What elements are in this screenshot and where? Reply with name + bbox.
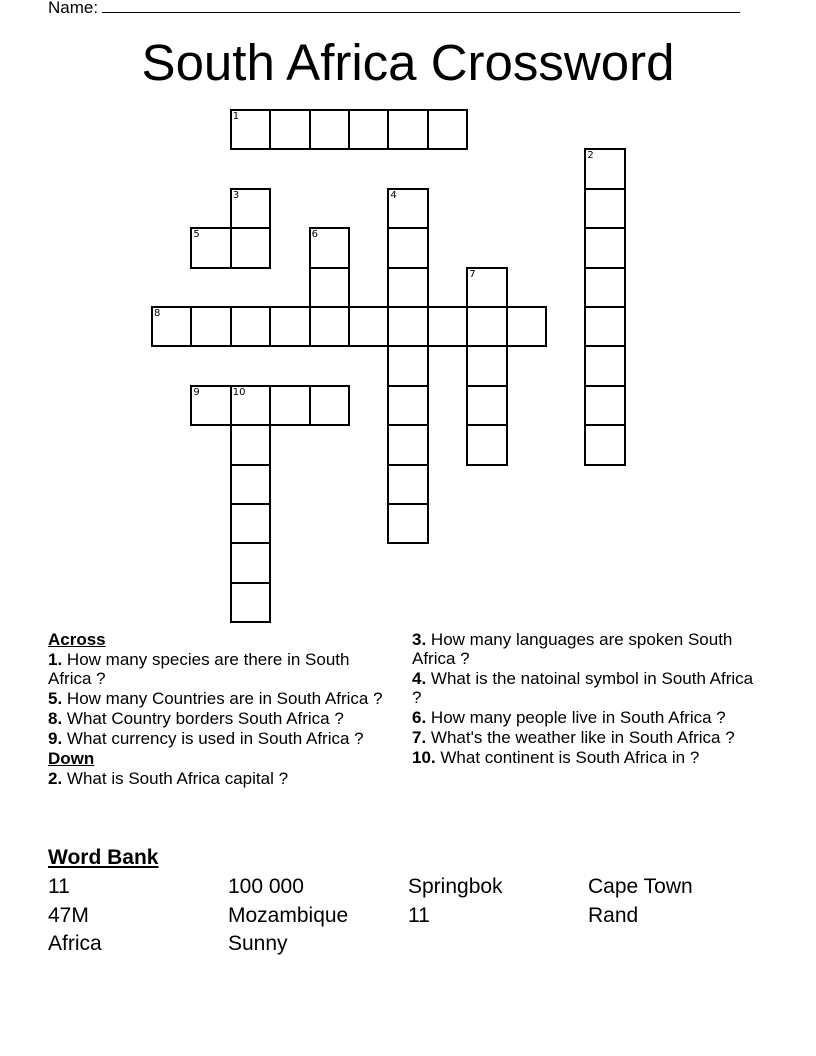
crossword-cell[interactable]	[230, 306, 271, 347]
crossword-cell[interactable]	[466, 424, 507, 465]
clue-down-3: 3. How many languages are spoken South Africa ?	[412, 630, 733, 668]
clue-down-6: 6. How many people live in South Africa ?	[412, 708, 726, 727]
crossword-cell[interactable]	[387, 503, 428, 544]
word-bank-title: Word Bank	[48, 846, 159, 869]
crossword-cell[interactable]	[269, 306, 310, 347]
crossword-cell[interactable]	[230, 542, 271, 583]
down-heading: Down	[48, 749, 95, 768]
clue-number: 5	[193, 229, 200, 241]
clue-number: 9	[193, 386, 200, 398]
word-bank-item: 47M	[48, 903, 89, 927]
word-bank-item: Rand	[588, 903, 639, 927]
clue-down-7: 7. What's the weather like in South Africa ?	[412, 728, 735, 747]
crossword-cell[interactable]	[584, 424, 625, 465]
crossword-cell[interactable]	[584, 385, 625, 426]
crossword-cell[interactable]	[387, 188, 428, 229]
crossword-cell[interactable]	[309, 109, 350, 150]
name-label: Name:	[48, 0, 99, 17]
crossword-cell[interactable]	[387, 385, 428, 426]
crossword-cell[interactable]	[387, 306, 428, 347]
crossword-cell[interactable]	[427, 109, 468, 150]
crossword-cell[interactable]	[309, 267, 350, 308]
clue-across-5: 5. How many Countries are in South Africa ?	[48, 689, 383, 708]
crossword-cell[interactable]	[466, 385, 507, 426]
crossword-cell[interactable]	[309, 385, 350, 426]
word-bank-item: 11	[48, 875, 70, 898]
clue-across-8: 8. What Country borders South Africa ?	[48, 709, 344, 728]
crossword-cell[interactable]	[190, 227, 231, 268]
clues-left-column	[48, 630, 388, 789]
crossword-cell[interactable]	[190, 306, 231, 347]
crossword-cell[interactable]	[387, 464, 428, 505]
across-heading: Across	[48, 630, 106, 649]
word-bank-item: Mozambique	[228, 903, 349, 927]
crossword-cell[interactable]	[348, 306, 389, 347]
crossword-cell[interactable]	[151, 306, 192, 347]
crossword-cell[interactable]	[230, 109, 271, 150]
crossword-cell[interactable]	[387, 345, 428, 386]
clues-right-column	[412, 630, 757, 768]
crossword-cell[interactable]	[309, 306, 350, 347]
crossword-cell[interactable]	[584, 148, 625, 189]
crossword-cell[interactable]	[584, 345, 625, 386]
crossword-cell[interactable]	[230, 582, 271, 623]
crossword-cell[interactable]	[584, 188, 625, 229]
clue-number: 6	[311, 229, 318, 241]
crossword-cell[interactable]	[269, 385, 310, 426]
crossword-cell[interactable]	[230, 503, 271, 544]
crossword-cell[interactable]	[190, 385, 231, 426]
crossword-cell[interactable]	[230, 424, 271, 465]
word-bank-item: Africa	[48, 932, 102, 955]
crossword-cell[interactable]	[269, 109, 310, 150]
crossword-cell[interactable]	[427, 306, 468, 347]
crossword-cell[interactable]	[466, 306, 507, 347]
word-bank-item: 11	[408, 903, 430, 927]
crossword-cell[interactable]	[466, 345, 507, 386]
clue-number: 1	[232, 111, 240, 122]
clue-number: 8	[154, 308, 161, 319]
word-bank-item: Springbok	[408, 875, 503, 898]
crossword-cell[interactable]	[584, 227, 625, 268]
crossword-cell[interactable]	[230, 385, 271, 426]
crossword-cell[interactable]	[506, 306, 547, 347]
crossword-cell[interactable]	[387, 227, 428, 268]
crossword-cell[interactable]	[309, 227, 350, 268]
word-bank-item: 100 000	[228, 875, 304, 898]
clue-down-10: 10. What continent is South Africa in ?	[412, 748, 700, 767]
clue-across-9: 9. What currency is used in South Africa ?	[48, 729, 364, 748]
crossword-cell[interactable]	[387, 109, 428, 150]
crossword-cell[interactable]	[230, 188, 271, 229]
page-title: South Africa Crossword	[141, 34, 675, 91]
crossword-cell[interactable]	[230, 227, 271, 268]
crossword-cell[interactable]	[230, 464, 271, 505]
word-bank-item: Cape Town	[588, 875, 693, 898]
word-bank	[48, 873, 768, 959]
clue-number: 4	[390, 189, 397, 201]
clue-number: 10	[232, 386, 246, 398]
crossword-cell[interactable]	[584, 306, 625, 347]
clue-down-2: 2. What is South Africa capital ?	[48, 769, 289, 788]
clue-number: 7	[469, 268, 476, 280]
clue-number: 3	[232, 189, 240, 201]
crossword-cell[interactable]	[466, 267, 507, 308]
crossword-cell[interactable]	[348, 109, 389, 150]
crossword-cell[interactable]	[584, 267, 625, 308]
crossword-cell[interactable]	[387, 267, 428, 308]
clue-number: 2	[587, 150, 594, 162]
clue-across-1: 1. How many species are there in South Africa ?	[48, 650, 350, 688]
crossword-cell[interactable]	[387, 424, 428, 465]
word-bank-item: Sunny	[228, 932, 288, 955]
clue-down-4: 4. What is the natoinal symbol in South Africa ?	[412, 669, 754, 707]
